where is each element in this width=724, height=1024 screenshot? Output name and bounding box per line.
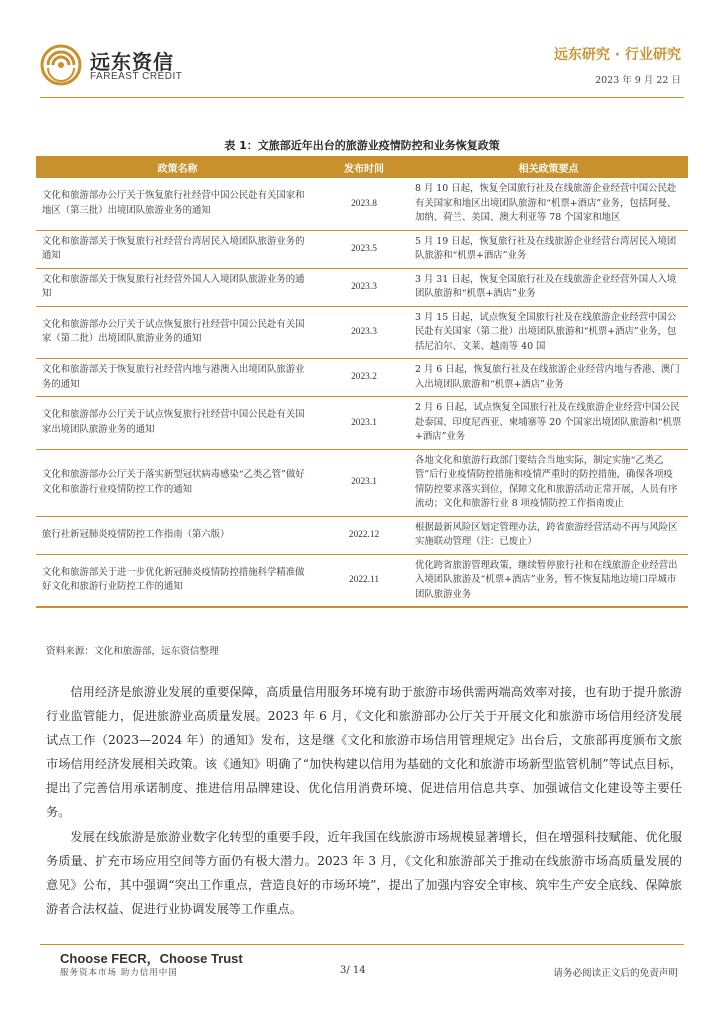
body-paragraph-2: 发展在线旅游是旅游业数字化转型的重要手段，近年我国在线旅游市场规模显著增长，但在增强科技赋能、优化服务质量、扩充市场应用空间等方面仍有极大潜力。2023 年 3 月，《文化和旅游部关于推动在线旅游市场高质量发展的意见》公布，其中强调“突出工作重点，营造良好的市场环境”，提出了加强内容安全审核、筑牢生产安全底线、保障旅游者合法权益、促进行业协调发展等工作重点。 [46, 830, 682, 916]
col-header-name: 政策名称 [36, 156, 319, 178]
policy-date: 2023.8 [319, 178, 409, 230]
footer-slogan: 服务资本市场 助力信用中国 [60, 968, 178, 978]
policy-name: 文化和旅游部办公厅关于试点恢复旅行社经营中国公民赴有关国家出境团队旅游业务的通知 [36, 397, 319, 450]
policy-date: 2023.3 [319, 306, 409, 359]
policy-name: 文化和旅游部关于恢复旅行社经营外国人入境团队旅游业务的通知 [36, 268, 319, 306]
table-row [36, 449, 688, 516]
header-divider [40, 97, 684, 98]
footer-divider [40, 944, 684, 945]
table-row [36, 306, 688, 359]
policy-date: 2022.11 [319, 554, 409, 607]
logo-cn-text: 远东资信 [90, 50, 174, 74]
policy-name: 文化和旅游部办公厅关于落实新型冠状病毒感染“乙类乙管”做好文化和旅游行业疫情防控工作的通知 [36, 449, 319, 516]
table-row [36, 397, 688, 450]
policy-note: 各地文化和旅游行政部门要结合当地实际，制定实施“乙类乙管”后行业疫情防控措施和疫情严重时的防控措施，确保各项疫情防控要求落实到位，保障文化和旅游活动正常开展，人员有序流动；文化和旅游行业 8 项疫情防控工作指南废止 [409, 449, 688, 516]
table-row [36, 178, 688, 230]
policy-note: 3 月 15 日起，试点恢复全国旅行社及在线旅游企业经营中国公民赴有关国家（第二批）出境团队旅游和“机票+酒店”业务，包括尼泊尔、文莱、越南等 40 国 [409, 306, 688, 359]
policy-date: 2023.2 [319, 359, 409, 397]
policy-note: 5 月 19 日起，恢复旅行社及在线旅游企业经营台湾居民入境团队旅游和“机票+酒店”业务 [409, 230, 688, 268]
table-row [36, 516, 688, 554]
table-row [36, 230, 688, 268]
col-header-note: 相关政策要点 [409, 156, 688, 178]
policy-table [36, 156, 688, 608]
table-header-row [36, 156, 688, 178]
policy-name: 文化和旅游部办公厅关于恢复旅行社经营中国公民赴有关国家和地区（第三批）出境团队旅游业务的通知 [36, 178, 319, 230]
fareast-logo-icon [40, 44, 82, 86]
table-row [36, 554, 688, 607]
policy-date: 2023.3 [319, 268, 409, 306]
policy-date: 2023.1 [319, 397, 409, 450]
policy-name: 文化和旅游部办公厅关于试点恢复旅行社经营中国公民赴有关国家（第二批）出境团队旅游业务的通知 [36, 306, 319, 359]
policy-note: 3 月 31 日起，恢复全国旅行社及在线旅游企业经营外国人入境团队旅游和“机票+酒店”业务 [409, 268, 688, 306]
table-caption: 表 1：文旅部近年出台的旅游业疫情防控和业务恢复政策 [224, 139, 500, 152]
policy-note: 优化跨省旅游管理政策，继续暂停旅行社和在线旅游企业经营出入境团队旅游及“机票+酒店”业务，暂不恢复陆地边境口岸城市团队旅游业务 [409, 554, 688, 607]
policy-date: 2023.1 [319, 449, 409, 516]
policy-note: 根据最新风险区划定管理办法，跨省旅游经营活动不再与风险区实施联动管理（注：已废止） [409, 516, 688, 554]
policy-name: 文化和旅游部关于进一步优化新冠肺炎疫情防控措施科学精准做好文化和旅游行业防控工作的通知 [36, 554, 319, 607]
header-right [554, 44, 681, 86]
body-paragraph-1: 信用经济是旅游业发展的重要保障，高质量信用服务环境有助于旅游市场供需两端高效率对接，也有助于提升旅游行业监管能力，促进旅游业高质量发展。2023 年 6 月，《文化和旅游部办公厅关于开展文化和旅游市场信用经济发展试点工作（2023—2024 年）的通知》发布，这是继《文化和旅游市场信用管理规定》出台后，文旅部再度颁布文旅市场信用经济发展相关政策。该《通知》明确了“加快构建以信用为基础的文化和旅游市场新型监管机制”等试点目标，提出了完善信用承诺制度、推进信用品牌建设、优化信用消费环境、促进信用信息共享、加强诚信文化建设等主要任务。 [46, 685, 682, 819]
page-number: 3/ 14 [340, 965, 366, 976]
policy-name: 旅行社新冠肺炎疫情防控工作指南（第六版） [36, 516, 319, 554]
table-source: 资料来源：文化和旅游部，远东资信整理 [46, 646, 219, 657]
table-row [36, 268, 688, 306]
policy-date: 2023.5 [319, 230, 409, 268]
page-header [0, 0, 724, 100]
policy-note: 2 月 6 日起，恢复旅行社及在线旅游企业经营内地与香港、澳门入出境团队旅游和“机票+酒店”业务 [409, 359, 688, 397]
section-title: 远东研究 · 行业研究 [553, 47, 681, 63]
policy-note: 2 月 6 日起，试点恢复全国旅行社及在线旅游企业经营中国公民赴泰国、印度尼西亚、柬埔寨等 20 个国家出境团队旅游和“机票+酒店”业务 [409, 397, 688, 450]
policy-note: 8 月 10 日起，恢复全国旅行社及在线旅游企业经营中国公民赴有关国家和地区出境团队旅游和“机票+酒店”业务，包括阿曼、加纳、荷兰、美国、澳大利亚等 78 个国家和地区 [409, 178, 688, 230]
fareast-logo [40, 44, 200, 86]
policy-date: 2022.12 [319, 516, 409, 554]
report-date: 2023 年 9 月 22 日 [595, 75, 681, 86]
footer-disclaimer: 请务必阅读正文后的免责声明 [553, 968, 678, 979]
logo-en-text: FAREAST CREDIT [90, 71, 183, 82]
footer-brand: Choose FECR，Choose Trust [60, 951, 243, 966]
col-header-date: 发布时间 [319, 156, 409, 178]
policy-name: 文化和旅游部关于恢复旅行社经营内地与港澳入出境团队旅游业务的通知 [36, 359, 319, 397]
policy-name: 文化和旅游部关于恢复旅行社经营台湾居民入境团队旅游业务的通知 [36, 230, 319, 268]
table-row [36, 359, 688, 397]
